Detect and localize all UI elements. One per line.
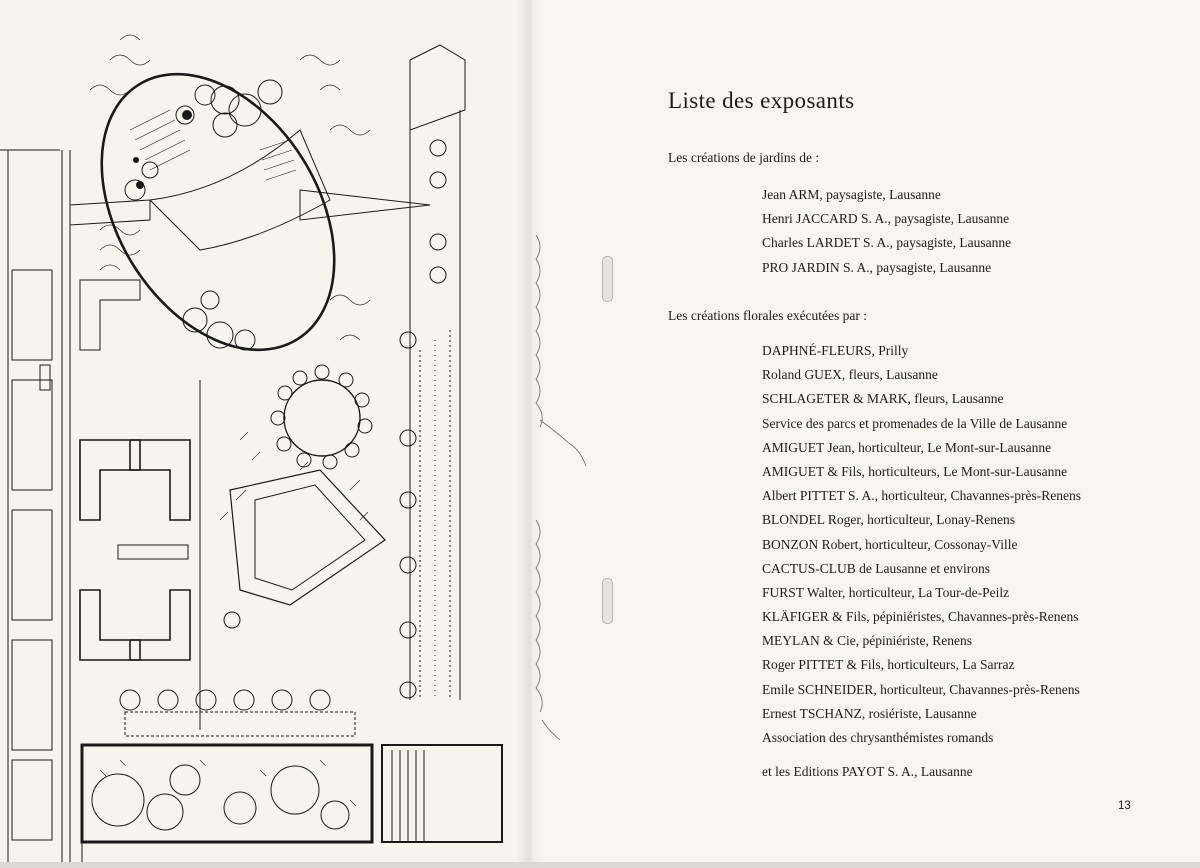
list-item: DAPHNÉ-FLEURS, Prilly: [762, 343, 909, 358]
list-item: Jean ARM, paysagiste, Lausanne: [762, 187, 941, 202]
list-item: PRO JARDIN S. A., paysagiste, Lausanne: [762, 259, 992, 275]
floral-exhibitors-list: [762, 339, 1081, 750]
list-item: BONZON Robert, horticulteur, Cossonay-Ville: [762, 536, 1018, 552]
list-item: CACTUS-CLUB de Lausanne et environs: [762, 560, 990, 576]
floral-intro: Les créations florales exécutées par :: [668, 308, 868, 323]
margin-sketch-drawing: [528, 0, 608, 862]
right-page-exhibitor-list: [528, 0, 1200, 862]
staple-top: [602, 256, 613, 302]
list-item: Albert PITTET S. A., horticulteur, Chavannes-près-Renens: [762, 488, 1082, 504]
list-item: Emile SCHNEIDER, horticulteur, Chavannes-près-Renens: [762, 681, 1080, 697]
garden-exhibitors-list: [762, 183, 1011, 280]
garden-plan-drawing: [0, 0, 528, 862]
list-item: FURST Walter, horticulteur, La Tour-de-Peilz: [762, 584, 1010, 600]
list-item: Association des chrysanthémistes romands: [762, 730, 994, 745]
list-item: AMIGUET & Fils, horticulteurs, Le Mont-sur-Lausanne: [762, 463, 1068, 479]
page-number: 13: [1118, 800, 1131, 812]
left-page-garden-plan: [0, 0, 529, 862]
list-item: MEYLAN & Cie, pépiniériste, Renens: [762, 633, 972, 649]
list-item: SCHLAGETER & MARK, fleurs, Lausanne: [762, 391, 1004, 407]
list-heading: Liste des exposants: [668, 88, 855, 113]
staple-bottom: [602, 578, 613, 624]
list-item: Charles LARDET S. A., paysagiste, Lausanne: [762, 235, 1012, 251]
list-item: Henri JACCARD S. A., paysagiste, Lausanne: [762, 211, 1010, 227]
list-item: KLÄFIGER & Fils, pépiniéristes, Chavannes-près-Renens: [762, 609, 1079, 625]
list-item: Ernest TSCHANZ, rosiériste, Lausanne: [762, 705, 977, 721]
list-item: AMIGUET Jean, horticulteur, Le Mont-sur-Lausanne: [762, 439, 1052, 455]
list-item: Roger PITTET & Fils, horticulteurs, La Sarraz: [762, 657, 1015, 673]
gardens-intro: Les créations de jardins de :: [668, 150, 820, 165]
list-item: BLONDEL Roger, horticulteur, Lonay-Renens: [762, 512, 1015, 528]
closing-line: et les Editions PAYOT S. A., Lausanne: [762, 764, 973, 779]
list-item: Service des parcs et promenades de la Ville de Lausanne: [762, 415, 1068, 431]
list-item: Roland GUEX, fleurs, Lausanne: [762, 367, 938, 383]
